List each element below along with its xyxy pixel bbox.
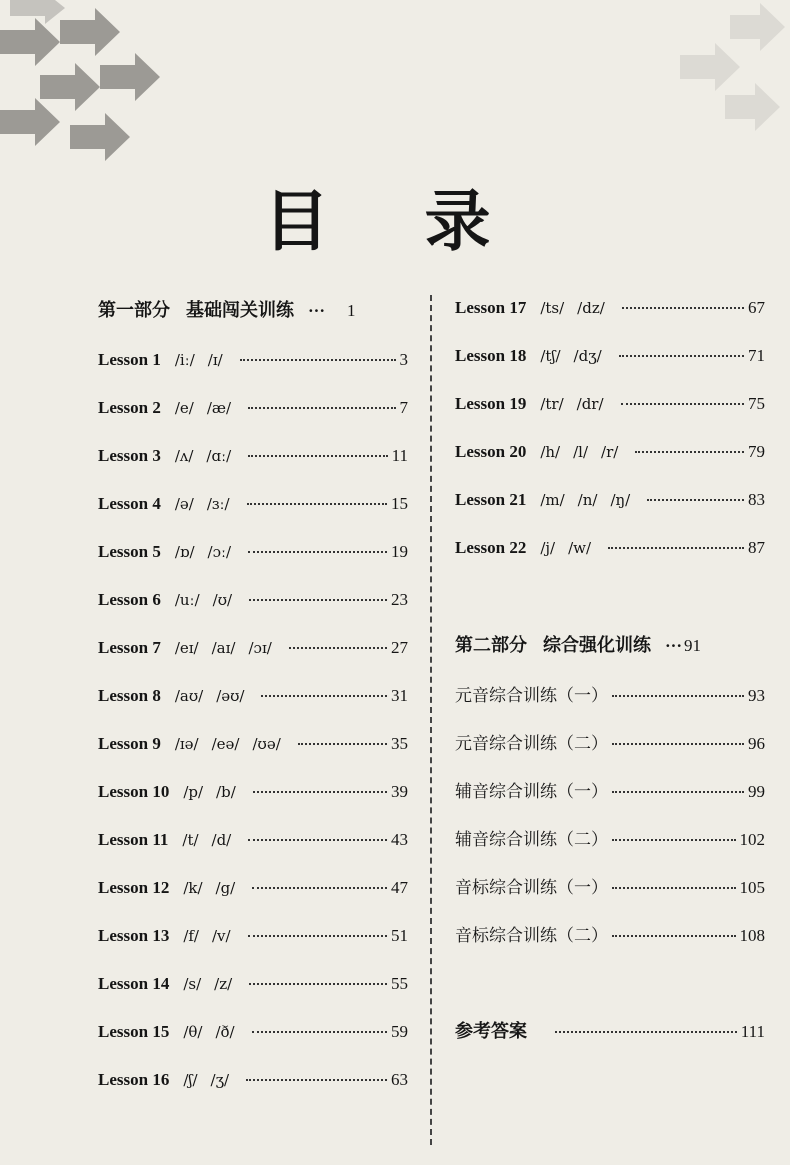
toc-entry[interactable] <box>98 686 408 706</box>
page-number: 35 <box>391 734 408 753</box>
dot-leader <box>619 355 744 357</box>
training-label: 辅音综合训练（二） <box>455 830 608 850</box>
phonetic-symbol: /tr/ <box>540 395 564 413</box>
lesson-label: Lesson 4 <box>98 494 161 513</box>
toc-entry[interactable] <box>455 442 765 462</box>
toc-entry[interactable] <box>455 298 765 318</box>
phonetic-symbol: /θ/ <box>183 1023 203 1041</box>
phonetic-symbol: /dz/ <box>577 299 605 317</box>
phonetic-symbol: /æ/ <box>206 399 232 417</box>
phonetic-symbol: /iː/ <box>174 351 195 369</box>
phonetic-symbol: /ʊə/ <box>252 735 281 753</box>
dot-leader <box>240 359 396 361</box>
training-label: 元音综合训练（一） <box>455 686 608 706</box>
lesson-label: Lesson 8 <box>98 686 161 705</box>
phonetic-symbol: /ɑː/ <box>206 447 232 465</box>
phonetic-symbols <box>183 926 243 946</box>
dot-leader <box>246 1079 387 1081</box>
phonetic-symbol: /e/ <box>174 399 194 417</box>
training-label: 音标综合训练（二） <box>455 926 608 946</box>
page-number: 7 <box>399 398 408 417</box>
dot-leader <box>612 743 744 745</box>
page-number: 75 <box>748 394 765 413</box>
toc-part-2[interactable] <box>455 636 765 656</box>
toc-entry[interactable] <box>455 538 765 558</box>
page-number: 108 <box>739 926 765 945</box>
lesson-label: Lesson 18 <box>455 346 527 365</box>
lesson-label: Lesson 19 <box>455 394 527 413</box>
toc-entry[interactable] <box>98 830 408 850</box>
phonetic-symbol: /z/ <box>214 975 233 993</box>
lesson-label: Lesson 12 <box>98 878 170 897</box>
page-number: 93 <box>748 686 765 705</box>
phonetic-symbol: /d/ <box>211 831 232 849</box>
page-title: 目 录 <box>263 183 527 260</box>
dot-leader <box>248 935 387 937</box>
dot-leader <box>248 455 387 457</box>
phonetic-symbol: /ɒ/ <box>174 543 195 561</box>
page-number: 79 <box>748 442 765 461</box>
arrows-decoration-left <box>0 0 180 175</box>
page-number: 83 <box>748 490 765 509</box>
toc-entry[interactable] <box>455 878 765 898</box>
dot-leader <box>261 695 387 697</box>
lesson-label: Lesson 20 <box>455 442 527 461</box>
dot-leader <box>612 839 736 841</box>
answers-label: 参考答案 <box>455 1021 527 1042</box>
page-number: 47 <box>391 878 408 897</box>
phonetic-symbol: /ŋ/ <box>610 491 631 509</box>
phonetic-symbol: /aɪ/ <box>211 639 236 657</box>
lesson-label: Lesson 16 <box>98 1070 170 1089</box>
phonetic-symbol: /ə/ <box>174 495 194 513</box>
phonetic-symbol: /aʊ/ <box>174 687 204 705</box>
part-label: 第一部分 <box>98 300 170 321</box>
phonetic-symbol: /dʒ/ <box>573 347 602 365</box>
toc-entry[interactable] <box>455 926 765 946</box>
phonetic-symbol: /l/ <box>573 443 589 461</box>
toc-entry[interactable] <box>455 782 765 802</box>
page-number: 43 <box>391 830 408 849</box>
phonetic-symbol: /m/ <box>540 491 565 509</box>
page-number: 71 <box>748 346 765 365</box>
phonetic-symbol: /ts/ <box>540 299 565 317</box>
toc-answers[interactable] <box>455 1022 765 1042</box>
phonetic-symbols <box>175 734 294 754</box>
page-number: 15 <box>391 494 408 513</box>
part-label: 第二部分 <box>455 635 527 656</box>
lesson-label: Lesson 6 <box>98 590 161 609</box>
page-number: 27 <box>391 638 408 657</box>
phonetic-symbols <box>183 878 248 898</box>
phonetic-symbols <box>183 974 245 994</box>
phonetic-symbol: /k/ <box>183 879 203 897</box>
phonetic-symbols <box>175 494 243 514</box>
toc-entry[interactable] <box>98 974 408 994</box>
phonetic-symbols <box>540 346 614 366</box>
phonetic-symbol: /əʊ/ <box>216 687 245 705</box>
phonetic-symbols <box>175 686 258 706</box>
page-number: 51 <box>391 926 408 945</box>
phonetic-symbol: /v/ <box>212 927 231 945</box>
toc-entry[interactable] <box>98 782 408 802</box>
toc-entry[interactable] <box>98 734 408 754</box>
phonetic-symbols <box>175 638 285 658</box>
dot-leader <box>621 403 744 405</box>
lesson-label: Lesson 21 <box>455 490 527 509</box>
dot-leader <box>249 983 387 985</box>
dot-leader <box>612 887 736 889</box>
phonetic-symbols <box>540 490 643 510</box>
page-number: 67 <box>748 298 765 317</box>
dot-leader <box>248 407 395 409</box>
phonetic-symbol: /ʃ/ <box>183 1071 198 1089</box>
phonetic-symbol: /s/ <box>183 975 202 993</box>
part-name: 综合强化训练 <box>543 635 651 656</box>
page-number: 19 <box>391 542 408 561</box>
page-number: 87 <box>748 538 765 557</box>
dot-leader <box>647 499 744 501</box>
page-number: 59 <box>391 1022 408 1041</box>
training-label: 辅音综合训练（一） <box>455 782 608 802</box>
phonetic-symbol: /ɪə/ <box>174 735 199 753</box>
toc-entry[interactable] <box>98 446 408 466</box>
page-number: 31 <box>391 686 408 705</box>
lesson-label: Lesson 11 <box>98 830 169 849</box>
phonetic-symbol: /n/ <box>577 491 598 509</box>
page-number: 111 <box>740 1022 765 1041</box>
dot-leader <box>247 503 387 505</box>
toc-entry[interactable] <box>98 638 408 658</box>
toc-entry[interactable] <box>455 394 765 414</box>
toc-entry[interactable] <box>455 830 765 850</box>
dot-leader <box>249 599 387 601</box>
training-label: 音标综合训练（一） <box>455 878 608 898</box>
phonetic-symbol: /f/ <box>183 927 199 945</box>
page-number: 105 <box>739 878 765 897</box>
part-leader: ··· <box>308 301 326 320</box>
dot-leader <box>612 791 744 793</box>
lesson-label: Lesson 17 <box>455 298 527 317</box>
dot-leader <box>248 839 387 841</box>
phonetic-symbol: /ɔɪ/ <box>248 639 272 657</box>
phonetic-symbols <box>175 542 244 562</box>
phonetic-symbol: /b/ <box>216 783 236 801</box>
toc-entry[interactable] <box>98 494 408 514</box>
part-name: 基础闯关训练 <box>186 300 294 321</box>
phonetic-symbol: /w/ <box>568 539 592 557</box>
phonetic-symbols <box>182 830 244 850</box>
dot-leader <box>555 1031 737 1033</box>
lesson-label: Lesson 2 <box>98 398 161 417</box>
page-number: 39 <box>391 782 408 801</box>
phonetic-symbols <box>183 1022 247 1042</box>
page-number: 102 <box>739 830 765 849</box>
dot-leader <box>612 695 744 697</box>
dot-leader <box>248 551 387 553</box>
toc-entry[interactable] <box>455 490 765 510</box>
dot-leader <box>622 307 744 309</box>
phonetic-symbol: /eɪ/ <box>174 639 199 657</box>
lesson-label: Lesson 22 <box>455 538 527 557</box>
bleed-through-text <box>230 65 233 81</box>
toc-entry[interactable] <box>98 590 408 610</box>
phonetic-symbols <box>175 590 245 610</box>
phonetic-symbols <box>540 442 631 462</box>
page-number: 91 <box>684 636 702 655</box>
toc-entry[interactable] <box>98 1070 408 1090</box>
phonetic-symbol: /g/ <box>215 879 236 897</box>
phonetic-symbol: /eə/ <box>211 735 240 753</box>
phonetic-symbol: /ʌ/ <box>174 447 194 465</box>
lesson-label: Lesson 14 <box>98 974 170 993</box>
part-leader: ··· <box>665 636 683 655</box>
phonetic-symbols <box>175 398 244 418</box>
phonetic-symbol: /ɔː/ <box>207 543 232 561</box>
dot-leader <box>635 451 744 453</box>
page-number: 1 <box>347 301 356 320</box>
dot-leader <box>252 887 387 889</box>
dot-leader <box>252 1031 387 1033</box>
toc-entry[interactable] <box>455 346 765 366</box>
phonetic-symbol: /ʊ/ <box>212 591 233 609</box>
dot-leader <box>608 547 744 549</box>
training-label: 元音综合训练（二） <box>455 734 608 754</box>
page-number: 99 <box>748 782 765 801</box>
phonetic-symbols <box>540 298 617 318</box>
dot-leader <box>298 743 387 745</box>
lesson-label: Lesson 5 <box>98 542 161 561</box>
toc-entry[interactable] <box>98 926 408 946</box>
arrows-decoration-right <box>670 0 790 150</box>
toc-entry[interactable] <box>98 878 408 898</box>
phonetic-symbol: /ɪ/ <box>207 351 223 369</box>
phonetic-symbol: /ɜː/ <box>206 495 230 513</box>
phonetic-symbol: /tʃ/ <box>540 347 561 365</box>
page-number: 11 <box>391 446 408 465</box>
phonetic-symbol: /p/ <box>183 783 204 801</box>
lesson-label: Lesson 10 <box>98 782 170 801</box>
lesson-label: Lesson 7 <box>98 638 161 657</box>
phonetic-symbols <box>540 394 616 414</box>
phonetic-symbol: /j/ <box>540 539 556 557</box>
phonetic-symbol: /ð/ <box>215 1023 235 1041</box>
phonetic-symbol: /ʒ/ <box>210 1071 230 1089</box>
lesson-label: Lesson 3 <box>98 446 161 465</box>
toc-entry[interactable] <box>455 686 765 706</box>
phonetic-symbols <box>175 350 236 370</box>
phonetic-symbol: /dr/ <box>576 395 604 413</box>
toc-entry[interactable] <box>98 350 408 370</box>
lesson-label: Lesson 15 <box>98 1022 170 1041</box>
lesson-label: Lesson 1 <box>98 350 161 369</box>
column-divider <box>430 295 432 1145</box>
phonetic-symbols <box>183 1070 242 1090</box>
toc-entry[interactable] <box>98 542 408 562</box>
page-number: 63 <box>391 1070 408 1089</box>
phonetic-symbol: /t/ <box>182 831 199 849</box>
toc-part-1[interactable] <box>98 301 408 321</box>
phonetic-symbols <box>175 446 244 466</box>
dot-leader <box>253 791 387 793</box>
page-number: 55 <box>391 974 408 993</box>
phonetic-symbol: /r/ <box>601 443 619 461</box>
toc-entry[interactable] <box>98 398 408 418</box>
page-number: 3 <box>399 350 408 369</box>
lesson-label: Lesson 9 <box>98 734 161 753</box>
phonetic-symbol: /uː/ <box>174 591 200 609</box>
toc-entry[interactable] <box>98 1022 408 1042</box>
lesson-label: Lesson 13 <box>98 926 170 945</box>
page-number: 23 <box>391 590 408 609</box>
page-number: 96 <box>748 734 765 753</box>
dot-leader <box>612 935 736 937</box>
phonetic-symbols <box>183 782 248 802</box>
toc-entry[interactable] <box>455 734 765 754</box>
phonetic-symbol: /h/ <box>540 443 561 461</box>
dot-leader <box>289 647 387 649</box>
phonetic-symbols <box>540 538 604 558</box>
